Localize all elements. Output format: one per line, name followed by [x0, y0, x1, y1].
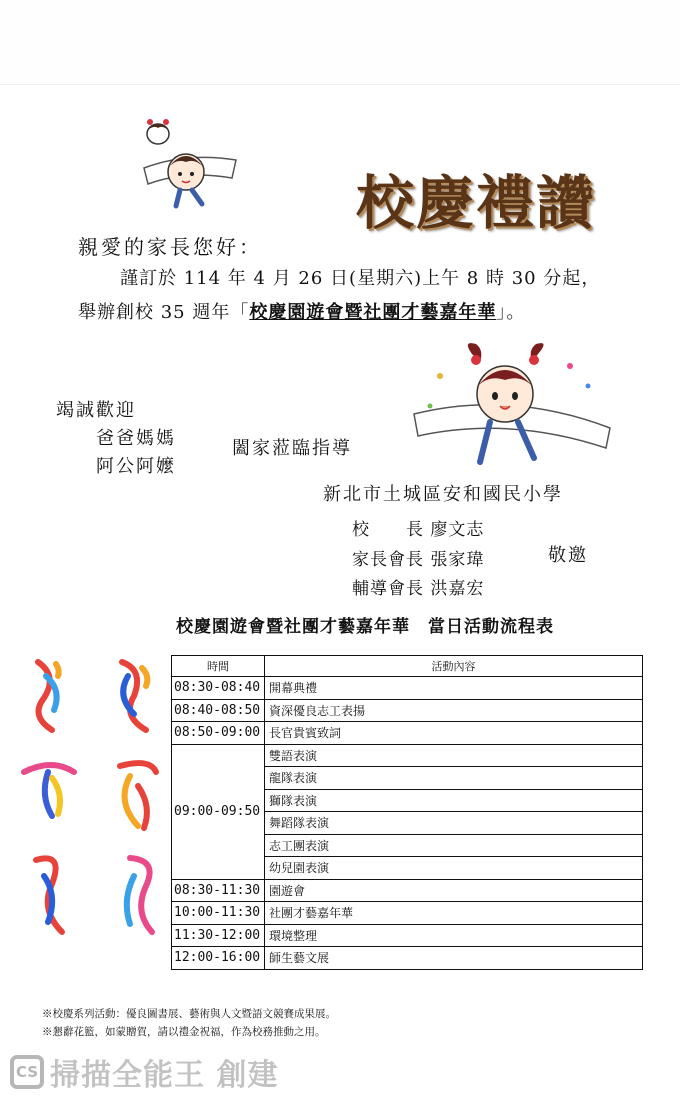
- row-activity: 師生藝文展: [265, 947, 643, 970]
- table-row: [172, 947, 643, 970]
- row-activity: 環境整理: [265, 924, 643, 947]
- respect-closing: 敬邀: [548, 545, 588, 566]
- welcome-line-3: 阿公阿嬤: [96, 456, 176, 477]
- row-activity: 資深優良志工表揚: [265, 699, 643, 722]
- row-activity: 獅隊表演: [265, 789, 643, 812]
- welcome-line-4: 闔家蒞臨指導: [232, 438, 352, 459]
- row-activity: 園遊會: [265, 879, 643, 902]
- signature-counseling-chair: 輔導會長 洪嘉宏: [352, 579, 485, 599]
- line2-suffix: 」。: [496, 302, 526, 323]
- footnote-flowers: ※懇辭花籃，如蒙贈賀，請以禮金祝福，作為校務推動之用。: [42, 1026, 326, 1038]
- row-activity: 舞蹈隊表演: [265, 812, 643, 835]
- scanner-watermark: [10, 1050, 278, 1094]
- invitation-line-2: [78, 298, 525, 324]
- row-activity: 幼兒園表演: [265, 857, 643, 880]
- row-activity: 開幕典禮: [265, 677, 643, 700]
- schedule-table: [171, 655, 643, 970]
- header-activity: 活動內容: [265, 656, 643, 677]
- row-activity: 雙語表演: [265, 744, 643, 767]
- mascot-runner-small: [136, 108, 248, 214]
- row-time: 08:40-08:50: [172, 699, 265, 722]
- dancer-figures-decoration: [18, 646, 168, 946]
- table-row: [172, 722, 643, 745]
- header-time: 時間: [172, 656, 265, 677]
- table-row: [172, 744, 643, 767]
- row-time: 11:30-12:00: [172, 924, 265, 947]
- greeting: 親愛的家長您好：: [78, 235, 262, 259]
- table-row: [172, 902, 643, 925]
- welcome-line-1: 竭誠歡迎: [56, 400, 136, 421]
- footnote-activities: ※校慶系列活動：優良圖書展、藝術與人文暨語文競賽成果展。: [42, 1008, 336, 1020]
- table-row: [172, 879, 643, 902]
- table-row: [172, 699, 643, 722]
- row-activity: 龍隊表演: [265, 767, 643, 790]
- scanner-logo-icon: CS: [10, 1055, 44, 1089]
- school-name: 新北市土城區安和國民小學: [323, 484, 563, 505]
- top-blank-band: [0, 0, 680, 85]
- signature-pta-chair: 家長會長 張家瑋: [352, 550, 485, 570]
- row-time: 08:30-11:30: [172, 879, 265, 902]
- mascot-girl-large: [410, 336, 620, 476]
- row-activity: 社團才藝嘉年華: [265, 902, 643, 925]
- row-activity: 志工團表演: [265, 834, 643, 857]
- event-name: 校慶園遊會暨社團才藝嘉年華: [249, 302, 497, 323]
- row-time-performances: 09:00-09:50: [172, 744, 265, 879]
- watermark-text: 掃描全能王 創建: [50, 1058, 279, 1093]
- page-title: 校慶禮讚: [356, 169, 597, 237]
- row-time: 08:30-08:40: [172, 677, 265, 700]
- signature-principal: 校 長 廖文志: [352, 520, 485, 540]
- table-row: [172, 677, 643, 700]
- row-activity: 長官貴賓致詞: [265, 722, 643, 745]
- welcome-line-2: 爸爸媽媽: [96, 428, 176, 449]
- invitation-line-1: 謹訂於 114 年 4 月 26 日(星期六)上午 8 時 30 分起，: [120, 268, 601, 289]
- table-header-row: [172, 656, 643, 677]
- row-time: 08:50-09:00: [172, 722, 265, 745]
- line2-prefix: 舉辦創校 35 週年「: [78, 302, 250, 323]
- row-time: 12:00-16:00: [172, 947, 265, 970]
- schedule-title: 校慶園遊會暨社團才藝嘉年華 當日活動流程表: [176, 617, 554, 637]
- row-time: 10:00-11:30: [172, 902, 265, 925]
- table-row: [172, 924, 643, 947]
